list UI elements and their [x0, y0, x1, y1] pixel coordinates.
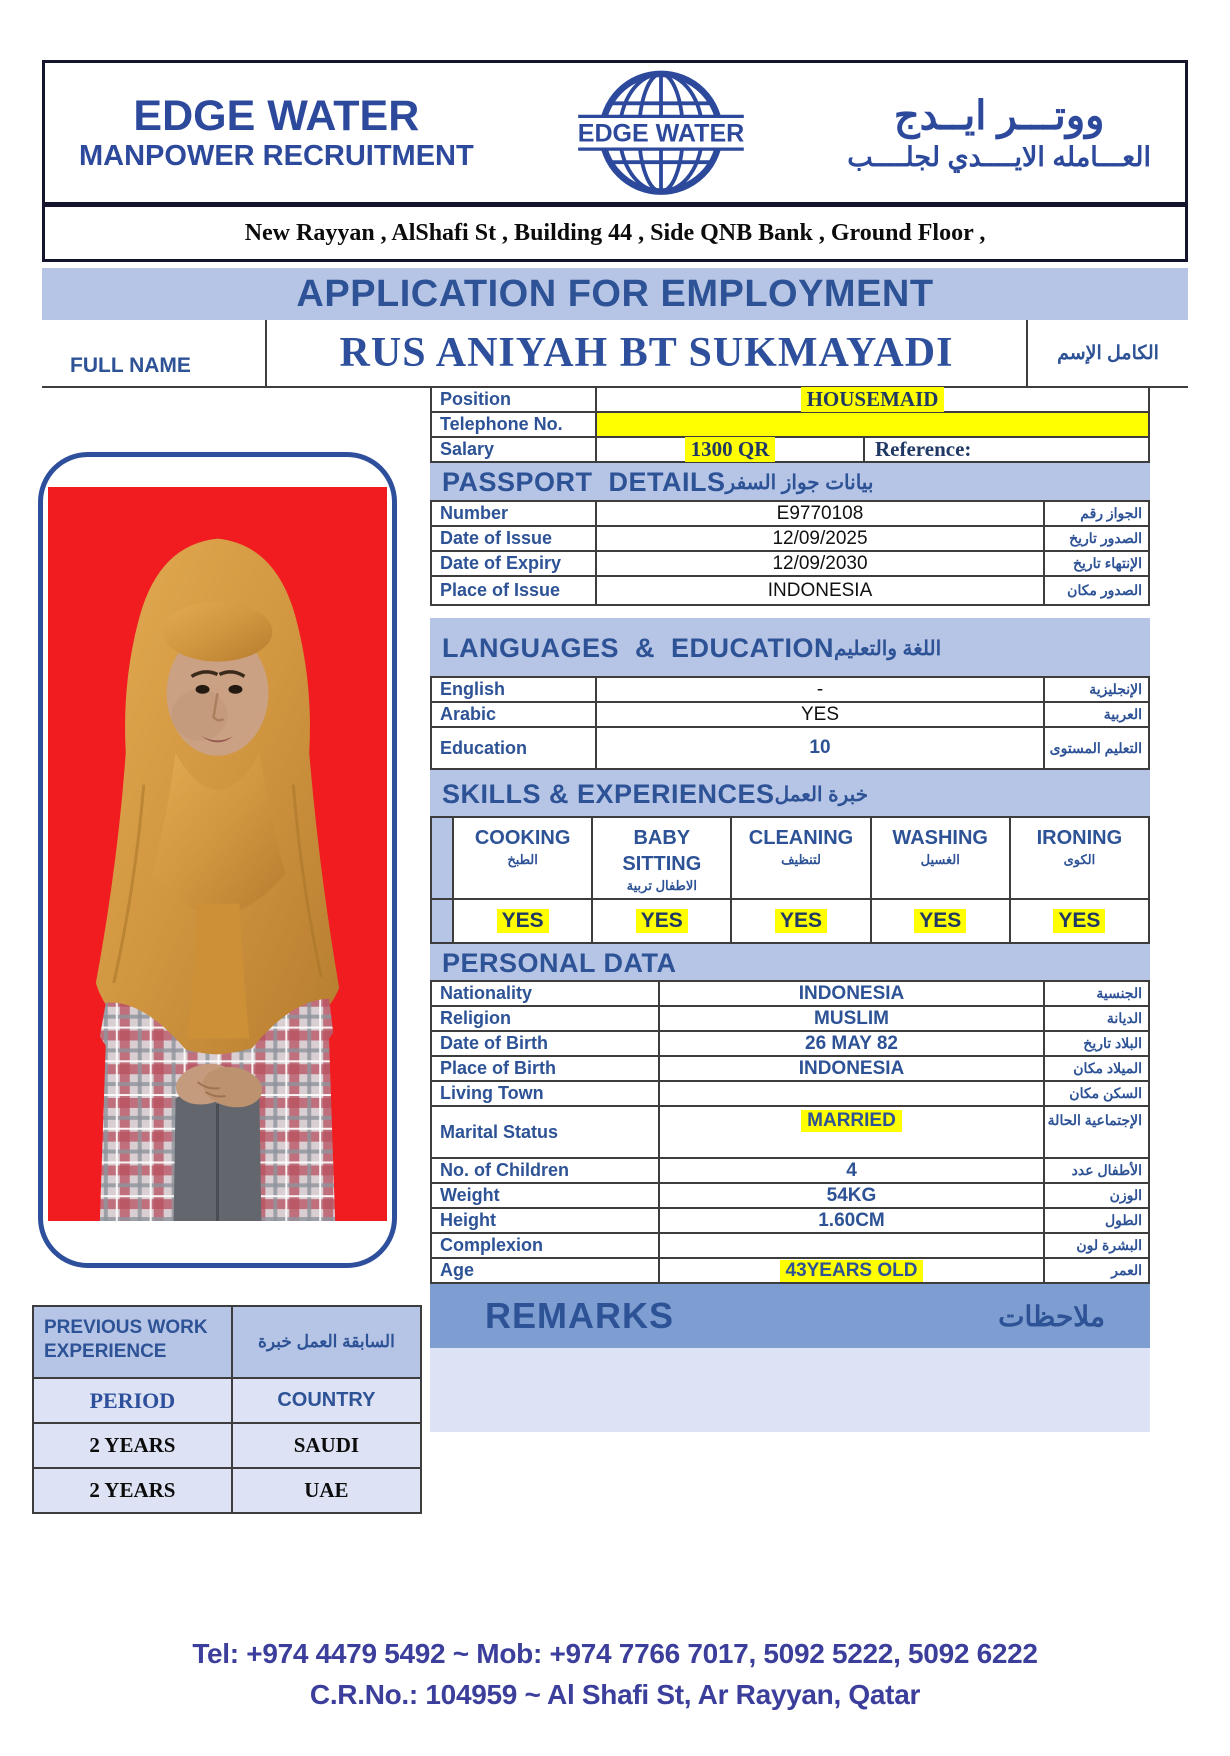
age-label: Age [432, 1259, 660, 1282]
children-label: No. of Children [432, 1159, 660, 1182]
skill-cooking [454, 818, 593, 898]
position-value: HOUSEMAID [801, 387, 945, 412]
english-row [430, 676, 1150, 703]
brand-name: EDGE WATER [133, 92, 420, 141]
weight-row [430, 1182, 1150, 1209]
date-of-issue-value: 12/09/2025 [772, 527, 868, 549]
living-town-label: Living Town [432, 1082, 660, 1105]
period-header: PERIOD [34, 1379, 233, 1422]
remarks-header [430, 1284, 1150, 1348]
height-row [430, 1207, 1150, 1234]
children-row [430, 1157, 1150, 1184]
children-value: 4 [846, 1159, 857, 1181]
passport-number-label: Number [432, 502, 597, 525]
date-of-expiry-label: Date of Expiry [432, 552, 597, 575]
place-of-birth-label: Place of Birth [432, 1057, 660, 1080]
religion-row [430, 1005, 1150, 1032]
previous-work-column-headers [34, 1377, 420, 1422]
english-label-ar: الإنجليزية [1043, 678, 1148, 701]
skill-ironing-label-ar: الكوى [1063, 852, 1096, 867]
date-of-issue-label: Date of Issue [432, 527, 597, 550]
date-of-issue-row [430, 525, 1150, 552]
complexion-row [430, 1232, 1150, 1259]
date-of-expiry-value: 12/09/2030 [772, 552, 868, 574]
logo-wordmark: EDGE WATER [577, 119, 744, 148]
main-form-column [430, 388, 1150, 1432]
salary-row [430, 436, 1150, 463]
skill-babysitting-value: YES [636, 909, 688, 933]
country-value: UAE [304, 1478, 349, 1502]
brand-arabic [847, 91, 1151, 175]
skill-cleaning-label-ar: لتنظيف [781, 852, 821, 867]
place-of-birth-row [430, 1055, 1150, 1082]
weight-value: 54KG [826, 1184, 877, 1206]
skill-ironing [1011, 818, 1148, 898]
spacer [430, 606, 1150, 618]
religion-label-ar: الديانة [1043, 1007, 1148, 1030]
remarks-title-ar: ملاحظات [998, 1300, 1105, 1332]
country-header: COUNTRY [277, 1389, 376, 1411]
arabic-label-ar: العربية [1043, 703, 1148, 726]
living-town-label-ar: السكن مكان [1043, 1082, 1148, 1105]
living-town-row [430, 1080, 1150, 1107]
brand-arabic-line2: العـــامله الايــــدي لجلــــب [847, 141, 1151, 172]
footer-contact [0, 1634, 1230, 1715]
globe-icon [576, 63, 746, 202]
languages-title-en: LANGUAGES & EDUCATION [442, 632, 835, 663]
date-of-birth-label: Date of Birth [432, 1032, 660, 1055]
country-value: SAUDI [293, 1433, 360, 1457]
religion-value: MUSLIM [814, 1007, 889, 1029]
marital-status-row [430, 1105, 1150, 1159]
skill-washing-label-ar: الغسيل [920, 852, 960, 867]
english-label: English [432, 678, 597, 701]
footer-address: C.R.No.: 104959 ~ Al Shafi St, Ar Rayyan, Qatar [309, 1678, 921, 1710]
previous-work-row-2 [34, 1467, 420, 1512]
nationality-value: INDONESIA [798, 982, 905, 1004]
passport-title-ar: بيانات جواز السفر [725, 472, 874, 494]
nationality-row [430, 980, 1150, 1007]
passport-number-value: E9770108 [776, 502, 864, 524]
brand-tagline: MANPOWER RECRUITMENT [79, 140, 474, 173]
telephone-label: Telephone No. [432, 413, 597, 436]
personal-data-title: PERSONAL DATA [442, 947, 677, 978]
height-label: Height [432, 1209, 660, 1232]
telephone-row [430, 411, 1150, 438]
full-name-label-arabic: الكامل الإسم [1057, 342, 1159, 364]
header-logo-box [42, 60, 1188, 205]
period-value: 2 YEARS [34, 1424, 233, 1467]
footer-phones: Tel: +974 4479 5492 ~ Mob: +974 7766 7017, 5092 5222, 5092 6222 [192, 1638, 1038, 1669]
age-value: 43YEARS OLD [780, 1260, 924, 1282]
position-row [430, 386, 1150, 413]
passport-number-label-ar: الجواز رقم [1043, 502, 1148, 525]
education-row [430, 726, 1150, 770]
date-of-birth-row [430, 1030, 1150, 1057]
brand-arabic-line1: ووتـــر ايــدج [893, 93, 1105, 138]
arabic-label: Arabic [432, 703, 597, 726]
full-name-row [42, 320, 1188, 388]
age-row [430, 1257, 1150, 1284]
eye-right [228, 685, 242, 694]
education-label-ar: التعليم المستوى [1043, 728, 1148, 768]
height-value: 1.60CM [818, 1209, 885, 1231]
complexion-value [660, 1234, 1043, 1257]
skills-title-en: SKILLS & EXPERIENCES [442, 778, 775, 809]
marital-status-label-ar: الإجتماعية الحالة [1043, 1107, 1148, 1157]
hijab-tail [188, 904, 250, 1039]
remarks-body [430, 1348, 1150, 1432]
previous-work-row-1 [34, 1422, 420, 1467]
skills-left-strip [432, 900, 454, 942]
arabic-value: YES [800, 703, 840, 725]
date-of-expiry-label-ar: الإنتهاء تاريخ [1043, 552, 1148, 575]
edge-water-globe-logo [576, 64, 746, 202]
place-of-issue-row [430, 575, 1150, 606]
complexion-label-ar: البشرة لون [1043, 1234, 1148, 1257]
applicant-photo-frame [38, 452, 397, 1268]
education-label: Education [432, 728, 597, 768]
previous-work-table [32, 1305, 422, 1514]
previous-work-title-ar: السابقة العمل خبرة [257, 1332, 395, 1351]
skill-washing-value: YES [914, 909, 966, 933]
languages-title-ar: اللغة والتعليم [834, 637, 942, 660]
skill-washing [872, 818, 1011, 898]
weight-label: Weight [432, 1184, 660, 1207]
skill-cooking-value: YES [497, 909, 549, 933]
complexion-label: Complexion [432, 1234, 660, 1257]
position-label: Position [432, 388, 597, 411]
skill-ironing-value: YES [1053, 909, 1105, 933]
skill-cooking-label-ar: الطبخ [507, 852, 538, 867]
previous-work-title-en: PREVIOUS WORK EXPERIENCE [34, 1307, 233, 1377]
skill-cleaning-label: CLEANING [748, 827, 854, 849]
languages-education-header [430, 618, 1150, 678]
page-title: APPLICATION FOR EMPLOYMENT [296, 272, 934, 315]
arabic-row [430, 701, 1150, 728]
full-name-value: RUS ANIYAH BT SUKMAYADI [265, 320, 1028, 386]
skill-babysitting [593, 818, 732, 898]
weight-label-ar: الوزن [1043, 1184, 1148, 1207]
agency-address [42, 205, 1188, 262]
hijab-forehead-fold [163, 602, 273, 662]
living-town-value [660, 1082, 1043, 1105]
skill-washing-label: WASHING [892, 827, 988, 849]
reference-label: Reference: [863, 438, 1148, 461]
eye-left [196, 685, 210, 694]
english-value: - [816, 678, 824, 700]
religion-label: Religion [432, 1007, 660, 1030]
date-of-birth-value: 26 MAY 82 [805, 1032, 898, 1054]
age-label-ar: العمر [1043, 1259, 1148, 1282]
telephone-value [597, 413, 1148, 436]
period-value: 2 YEARS [34, 1469, 233, 1512]
skills-title-ar: خبرة العمل [774, 783, 869, 806]
place-of-issue-label-ar: الصدور مكان [1043, 577, 1148, 604]
skills-header-row [430, 816, 1150, 900]
passport-title-en: PASSPORT DETAILS [442, 467, 726, 497]
skill-ironing-label: IRONING [1036, 827, 1123, 849]
skill-babysitting-label-ar: الاطفال تربية [626, 878, 697, 893]
skills-left-strip [432, 818, 454, 898]
skill-cleaning-value: YES [775, 909, 827, 933]
place-of-birth-value: INDONESIA [798, 1057, 905, 1079]
skills-values-row [430, 898, 1150, 944]
skills-experiences-header [430, 770, 1150, 818]
place-of-issue-label: Place of Issue [432, 577, 597, 604]
remarks-title-en: REMARKS [485, 1295, 675, 1336]
salary-label: Salary [432, 438, 597, 461]
address-text: New Rayyan , AlShafi St , Building 44 , Side QNB Bank , Ground Floor , [244, 219, 986, 246]
date-of-birth-label-ar: البلاد تاريخ [1043, 1032, 1148, 1055]
applicant-photo [48, 487, 387, 1221]
nationality-label-ar: الجنسية [1043, 982, 1148, 1005]
skill-babysitting-label: BABY SITTING [622, 827, 702, 875]
marital-status-value: MARRIED [801, 1110, 902, 1132]
children-label-ar: الأطفال عدد [1043, 1159, 1148, 1182]
brand-english [79, 92, 474, 173]
personal-data-header [430, 944, 1150, 982]
passport-number-row [430, 500, 1150, 527]
date-of-issue-label-ar: الصدور تاريخ [1043, 527, 1148, 550]
full-name-label: FULL NAME [70, 354, 191, 377]
salary-value: 1300 QR [685, 437, 776, 462]
previous-work-header [34, 1307, 420, 1377]
date-of-expiry-row [430, 550, 1150, 577]
place-of-issue-value: INDONESIA [767, 579, 873, 601]
skill-cleaning [732, 818, 871, 898]
nationality-label: Nationality [432, 982, 660, 1005]
skill-cooking-label: COOKING [474, 827, 571, 849]
place-of-birth-label-ar: الميلاد مكان [1043, 1057, 1148, 1080]
height-label-ar: الطول [1043, 1209, 1148, 1232]
marital-status-label: Marital Status [432, 1107, 660, 1157]
form-title-band [42, 268, 1188, 320]
passport-details-header [430, 463, 1150, 502]
education-value: 10 [809, 737, 831, 758]
